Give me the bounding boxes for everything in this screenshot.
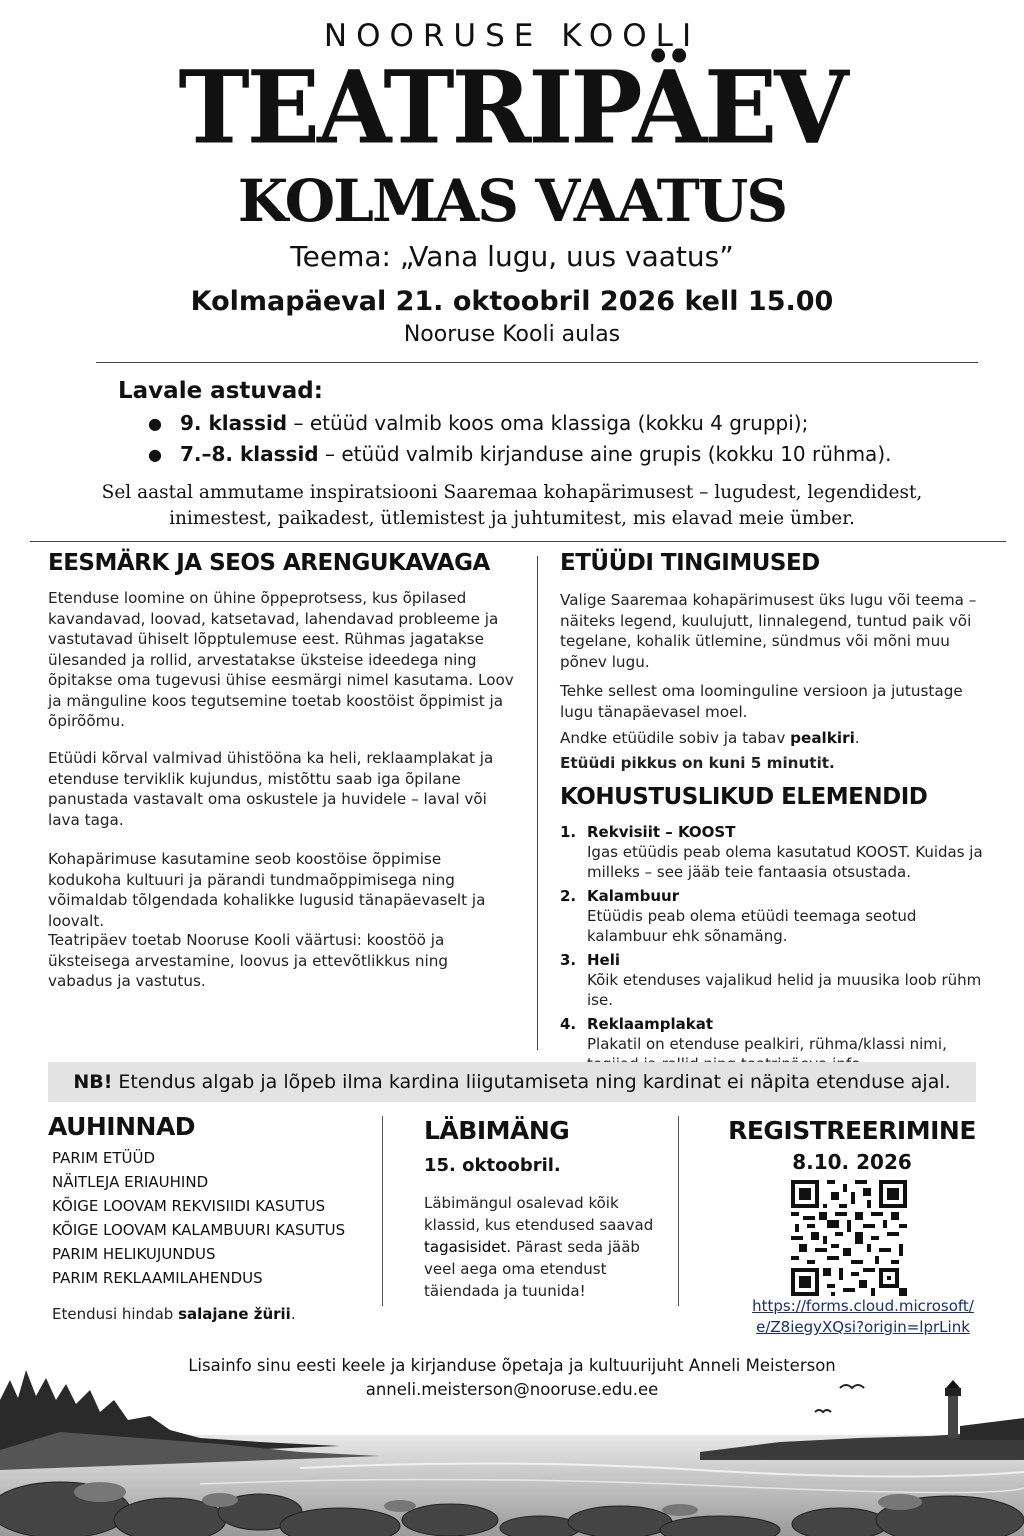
list-item	[560, 822, 990, 882]
goal-paragraph: Etenduse loomine on ühine õppeprotsess, kus õpilased kavandavad, loovad, katsetavad, lahendavad probleeme ja vastutavad ühiselt lõpptulemuse eest. Rühmas jagatakse ülesanded ja rollid, arvestatakse üksteise ideedega ning õpitakse oma tugevusi ühise eesmärgi nimel kasutama. Loov ja mänguline koos tegutsemine toetab koostöist õppimist ja õpirõõmu.	[48, 589, 514, 730]
item-number: 4.	[560, 1015, 577, 1033]
item-title: Reklaamplakat	[587, 1015, 713, 1033]
item-title: Heli	[587, 951, 621, 969]
column-divider	[537, 556, 538, 1050]
list-item: NÄITLEJA ERIAUHIND	[52, 1173, 209, 1191]
list-item-text: – etüüd valmib koos oma klassiga (kokku 4 gruppi);	[287, 411, 809, 435]
divider	[96, 362, 978, 363]
list-item	[560, 886, 990, 946]
item-title: Kalambuur	[587, 887, 680, 905]
contact-email[interactable]: anneli.meisterson@nooruse.edu.ee	[365, 1380, 659, 1399]
list-item: PARIM REKLAAMILAHENDUS	[52, 1269, 263, 1287]
link-line[interactable]: e/Z8iegyXQsi?origin=lprLink	[756, 1318, 970, 1336]
list-item: PARIM ETÜÜD	[52, 1149, 156, 1167]
item-number: 1.	[560, 823, 577, 841]
text-bold: pealkiri	[790, 729, 855, 747]
participants-list	[148, 408, 891, 470]
poster-subtitle: KOLMAS VAATUS	[237, 167, 787, 235]
item-number: 2.	[560, 887, 577, 905]
requirements-list	[560, 822, 990, 1078]
text: .	[854, 729, 860, 747]
list-item-bold: 9. klassid	[180, 411, 288, 435]
conditions-heading: ETÜÜDI TINGIMUSED	[560, 550, 820, 576]
requirements-heading: KOHUSTUSLIKUD ELEMENDID	[560, 784, 928, 810]
list-item	[560, 950, 990, 1010]
poster-title: TEATRIPÄEV	[178, 48, 846, 167]
participants-heading: Lavale astuvad:	[118, 378, 323, 404]
intro-paragraph: Sel aastal ammutame inspiratsiooni Saaremaa kohapärimusest – lugudest, legendidest, inimestest, paikadest, ütlemistest ja juhtumitest, mis elavad meie ümber.	[101, 482, 923, 529]
list-item: KÕIGE LOOVAM REKVISIIDI KASUTUS	[52, 1197, 326, 1215]
list-item	[148, 408, 891, 439]
text: Läbimängul osalevad kõik klassid, kus etendused saavad	[424, 1194, 654, 1234]
text-bold: salajane žürii	[178, 1305, 291, 1323]
goal-heading: EESMÄRK JA SEOS ARENGUKAVAGA	[48, 550, 490, 576]
text: .	[290, 1305, 296, 1323]
column-divider	[382, 1116, 383, 1306]
text: . Pärast seda jääb veel aega oma etendust täiendada ja tuunida!	[424, 1238, 640, 1300]
text-emphasis: tagasisidet	[424, 1238, 507, 1256]
item-desc: Kõik etenduses vajalikud helid ja muusika loob rühm ise.	[587, 971, 982, 1009]
item-desc: Plakatil on etenduse pealkiri, rühma/klassi nimi,	[587, 1035, 947, 1053]
notice-label: NB!	[73, 1071, 113, 1093]
text: Etendusi hindab	[52, 1305, 179, 1323]
conditions-paragraph: Valige Saaremaa kohapärimusest üks lugu või teema – näiteks legend, kuulujutt, linnalegend, tuntud paik või tegelane, kohalik ütlemine, sündmus või mõni muu põnev lugu.	[560, 591, 977, 671]
notice-banner	[48, 1062, 976, 1102]
rehearsal-date: 15. oktoobril.	[424, 1155, 561, 1176]
jury-note	[52, 1304, 296, 1325]
rehearsal-text	[424, 1192, 664, 1302]
item-desc: Etüüdis peab olema etüüdi teemaga seotud kalambuur ehk sõnamäng.	[587, 907, 917, 945]
list-item: KÕIGE LOOVAM KALAMBUURI KASUTUS	[52, 1221, 346, 1239]
school-name: NOORUSE KOOLI	[323, 18, 701, 54]
goal-paragraph: Etüüdi kõrval valmivad ühistööna ka heli, reklaamplakat ja etenduse terviklik kujundus, mistõttu saab iga õpilane panustada vastavalt oma oskustele ja huvidele – laval või lava taga.	[48, 749, 494, 829]
conditions-length: Etüüdi pikkus on kuni 5 minutit.	[560, 754, 835, 772]
item-number: 3.	[560, 951, 577, 969]
rehearsal-heading: LÄBIMÄNG	[424, 1116, 570, 1145]
registration-link[interactable]	[750, 1296, 976, 1338]
qr-code-icon[interactable]	[791, 1180, 907, 1296]
item-title: Rekvisiit – KOOST	[587, 823, 736, 841]
conditions-paragraph	[560, 728, 980, 749]
footer-contact	[0, 1354, 1024, 1402]
footer-line: Lisainfo sinu eesti keele ja kirjanduse õpetaja ja kultuurijuht Anneli Meisterson	[188, 1356, 836, 1375]
list-item-text: – etüüd valmib kirjanduse aine grupis (kokku 10 rühma).	[318, 442, 892, 466]
list-item-bold: 7.–8. klassid	[180, 442, 319, 466]
divider	[30, 541, 1006, 542]
event-date: Kolmapäeval 21. oktoobril 2026 kell 15.00	[190, 286, 834, 317]
event-venue: Nooruse Kooli aulas	[403, 322, 621, 347]
text: Andke etüüdile sobiv ja tabav	[560, 729, 791, 747]
registration-date: 8.10. 2026	[792, 1150, 912, 1174]
prizes-list	[52, 1146, 345, 1290]
theme-line: Teema: „Vana lugu, uus vaatus”	[290, 240, 734, 273]
column-divider	[678, 1116, 679, 1306]
conditions-paragraph: Tehke sellest oma loominguline versioon ja jutustage lugu tänapäevasel moel.	[560, 682, 963, 721]
link-line[interactable]: https://forms.cloud.microsoft/	[752, 1297, 974, 1315]
list-item	[148, 439, 891, 470]
notice-text: Etendus algab ja lõpeb ilma kardina liigutamiseta ning kardinat ei näpita etenduse ajal.	[112, 1071, 951, 1093]
goal-paragraph: Teatripäev toetab Nooruse Kooli väärtusi: koostöö ja üksteisega arvestamine, loovus ja ettevõtlikkus ning vabadus ja vastutus.	[48, 931, 448, 990]
goal-paragraph: Kohapärimuse kasutamine seob koostöise õppimise kodukoha kultuuri ja pärandi tundmaõppimisega ning võimaldab tõlgendada kohalikke lugusid tänapäevaselt ja loovalt.	[48, 850, 486, 930]
registration-heading: REGISTREERIMINE	[728, 1116, 976, 1145]
list-item: PARIM HELIKUJUNDUS	[52, 1245, 216, 1263]
item-desc: Igas etüüdis peab olema kasutatud KOOST. Kuidas ja milleks – see jääb teie fantaasia otsustada.	[587, 843, 983, 881]
prizes-heading: AUHINNAD	[48, 1112, 196, 1141]
